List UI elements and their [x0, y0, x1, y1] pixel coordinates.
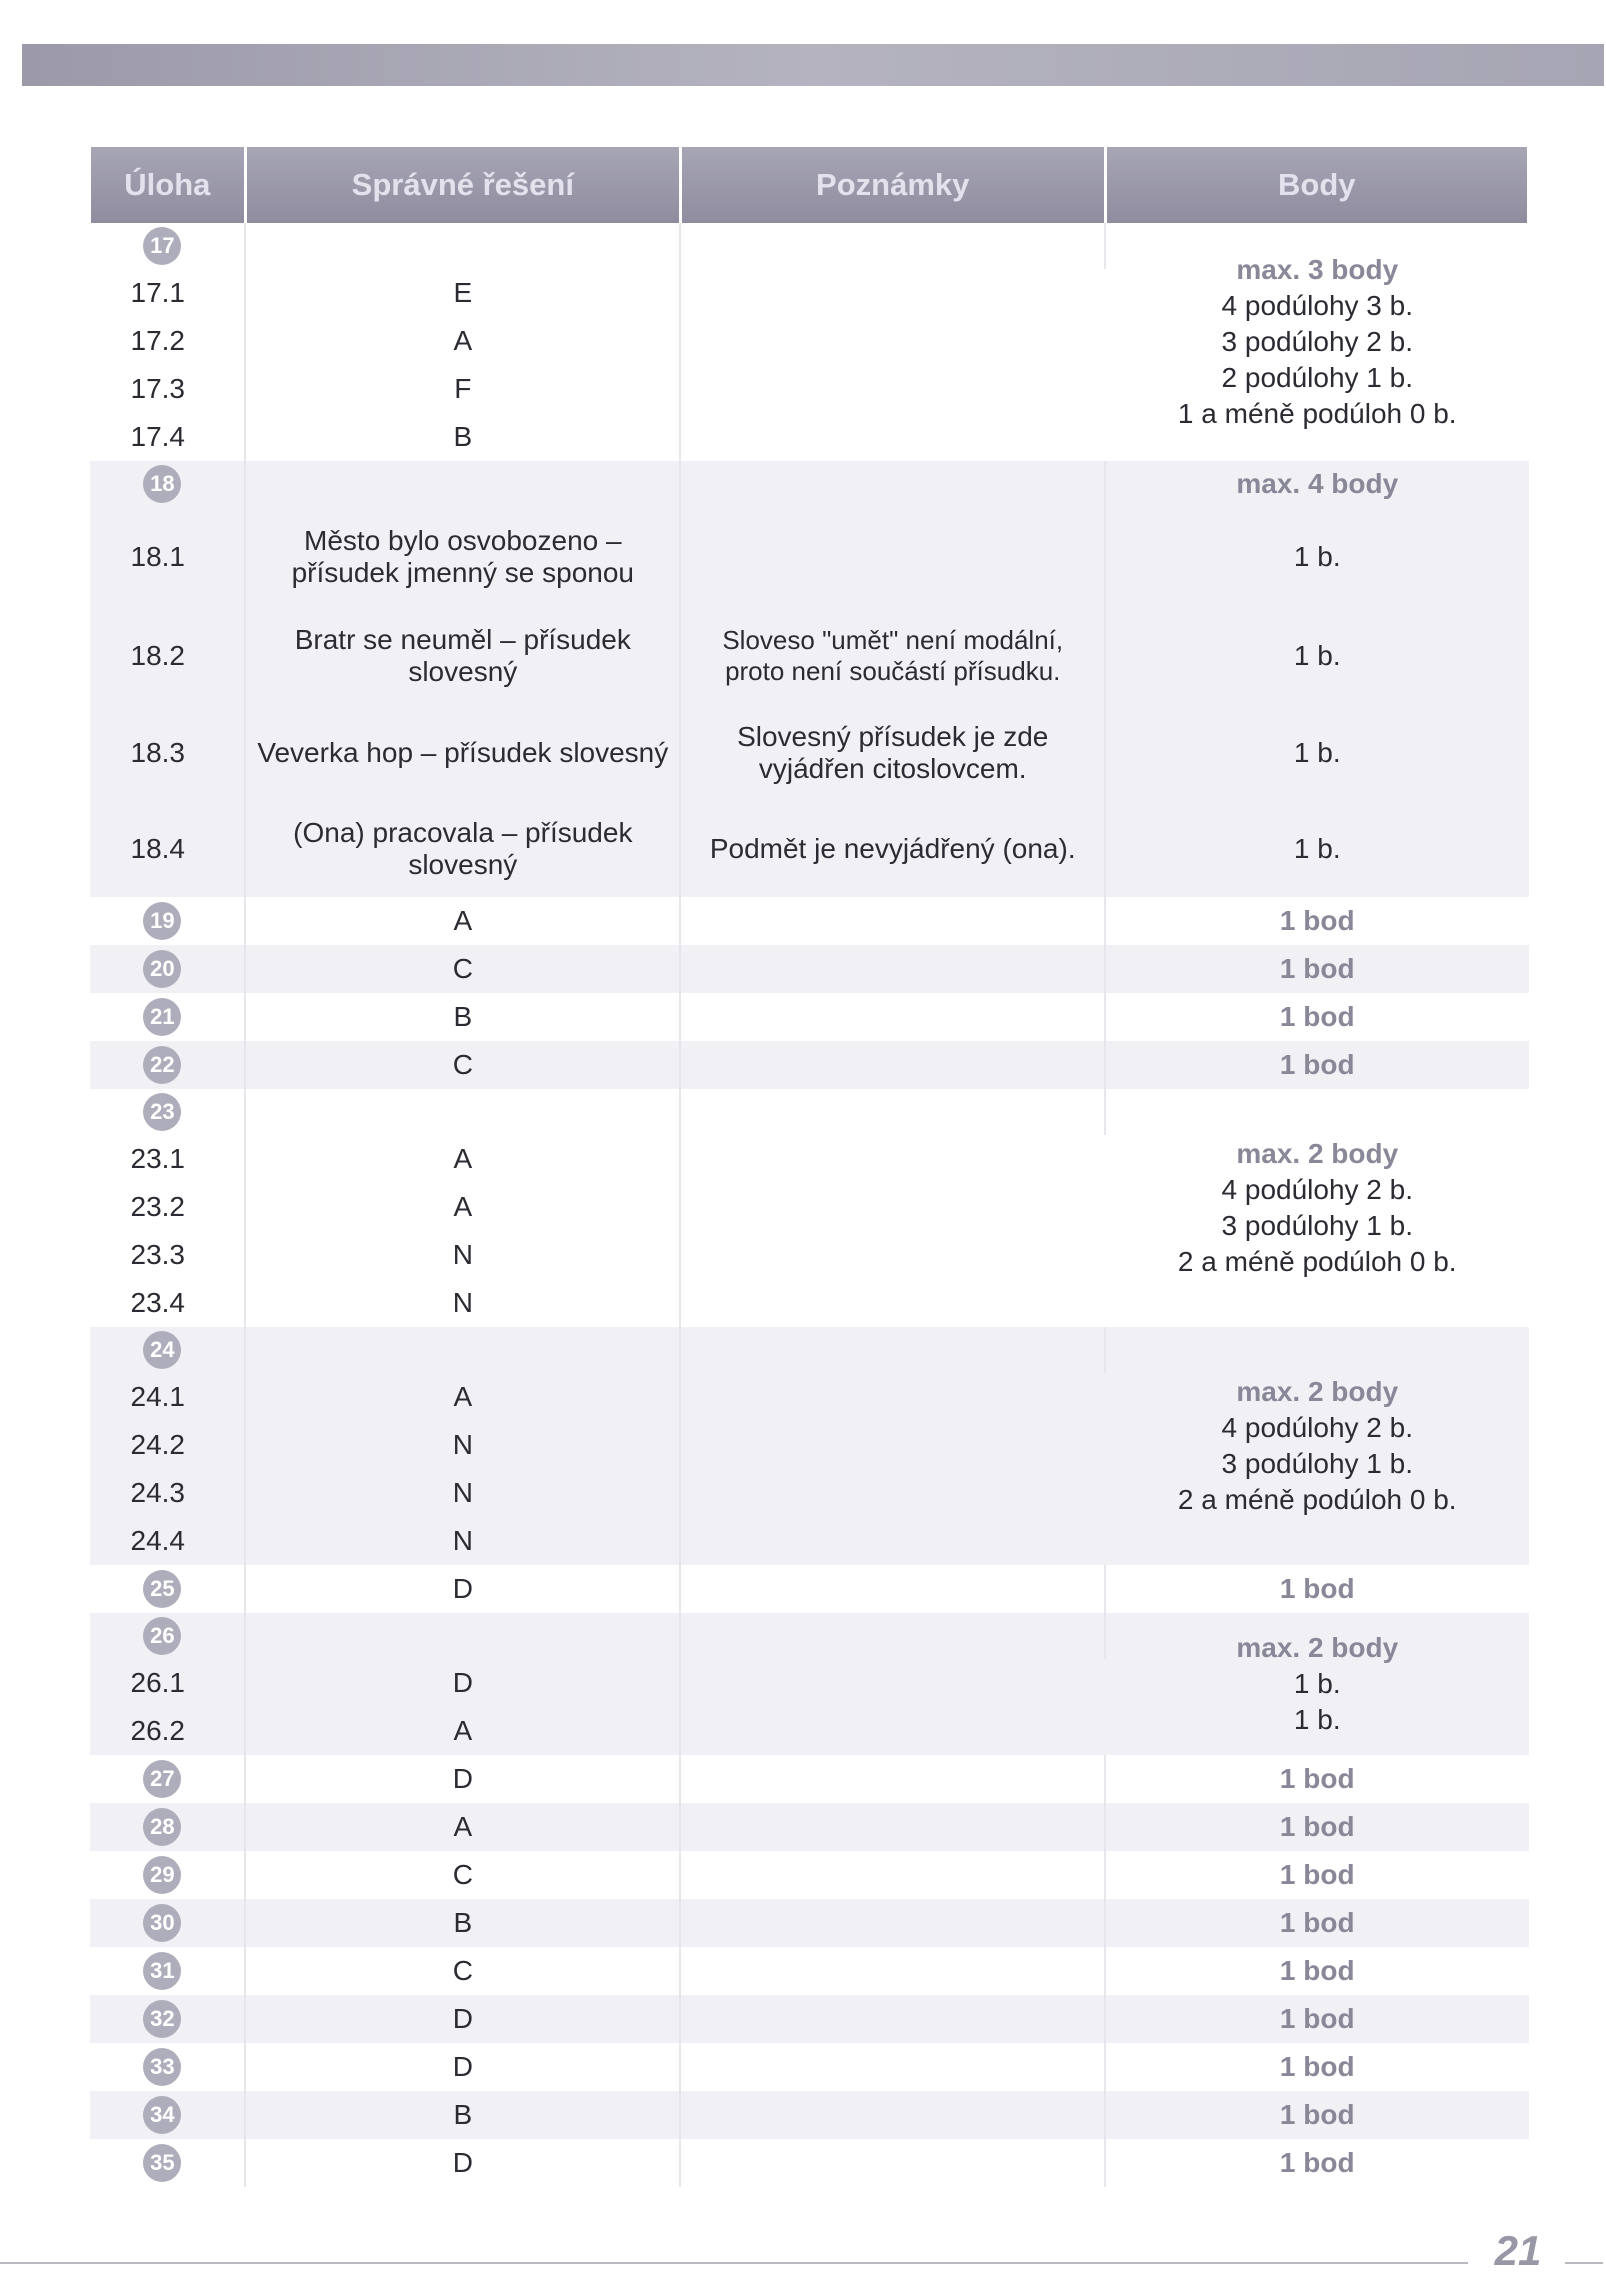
answer: (Ona) pracovala – přísudek slovesný	[245, 801, 680, 897]
points-rule: 1 a méně podúloh 0 b.	[1177, 398, 1457, 429]
answer: Veverka hop – přísudek slovesný	[245, 705, 680, 801]
task-row-21	[90, 993, 1529, 1041]
points: 1 bod	[1105, 1995, 1528, 2043]
subtask-number: 18.3	[90, 705, 246, 801]
points-rule: 2 podúlohy 1 b.	[1221, 362, 1414, 393]
task-number-badge: 31	[143, 1952, 181, 1990]
points: 1 b.	[1105, 801, 1528, 897]
subtask-number: 23.4	[90, 1279, 246, 1327]
answer: A	[245, 1803, 680, 1851]
answer: Město bylo osvobozeno – přísudek jmenný se sponou	[245, 507, 680, 607]
task-number-badge: 22	[143, 1046, 181, 1084]
subtask-number: 23.3	[90, 1231, 246, 1279]
points-rule: 4 podúlohy 2 b.	[1221, 1174, 1414, 1205]
task-row-30	[90, 1899, 1529, 1947]
answer: N	[245, 1517, 680, 1565]
answer: D	[245, 1565, 680, 1613]
task-number-badge: 25	[143, 1570, 181, 1608]
subtask-number: 24.2	[90, 1421, 246, 1469]
task-number-badge: 33	[143, 2048, 181, 2086]
answer: Bratr se neuměl – přísudek slovesný	[245, 607, 680, 705]
points: 1 bod	[1105, 1803, 1528, 1851]
header-points: Body	[1105, 147, 1528, 223]
task-row-26	[90, 1613, 1529, 1659]
header-solution: Správné řešení	[245, 147, 680, 223]
task-row-31	[90, 1947, 1529, 1995]
task-number-badge: 28	[143, 1808, 181, 1846]
answer: B	[245, 993, 680, 1041]
task-row-23	[90, 1089, 1529, 1135]
points-rule: 1 b.	[1293, 1668, 1341, 1699]
answer-key-table	[88, 147, 1530, 2187]
subtask-row	[90, 507, 1529, 607]
answer: F	[245, 365, 680, 413]
task-row-34	[90, 2091, 1529, 2139]
answer: C	[245, 1947, 680, 1995]
task-row-22	[90, 1041, 1529, 1089]
points: 1 b.	[1105, 507, 1528, 607]
answer: A	[245, 1183, 680, 1231]
subtask-number: 17.3	[90, 365, 246, 413]
task-number-badge: 19	[143, 902, 181, 940]
points-max: max. 2 body	[1236, 1632, 1399, 1663]
subtask-number: 26.1	[90, 1659, 246, 1707]
answer: N	[245, 1469, 680, 1517]
note: Slovesný přísudek je zde vyjádřen citoslovcem.	[680, 705, 1105, 801]
subtask-number: 24.4	[90, 1517, 246, 1565]
points: 1 bod	[1279, 1859, 1355, 1890]
points-cell-26	[1105, 1613, 1528, 1755]
header-notes: Poznámky	[680, 147, 1105, 223]
task-number-badge: 24	[143, 1331, 181, 1369]
points-max: max. 3 body	[1236, 254, 1399, 285]
subtask-number: 18.4	[90, 801, 246, 897]
points: 1 b.	[1105, 607, 1528, 705]
answer: B	[245, 1899, 680, 1947]
subtask-number: 17.2	[90, 317, 246, 365]
task-number-badge: 32	[143, 2000, 181, 2038]
task-number-badge: 35	[143, 2144, 181, 2182]
points-max: max. 2 body	[1236, 1376, 1399, 1407]
task-row-18	[90, 461, 1529, 507]
answer: B	[245, 2091, 680, 2139]
page-number: 21	[1494, 2227, 1542, 2274]
answer: A	[245, 1135, 680, 1183]
answer: B	[245, 413, 680, 461]
task-number-badge: 27	[143, 1760, 181, 1798]
points: 1 bod	[1279, 1001, 1355, 1032]
answer: C	[245, 945, 680, 993]
task-number-badge: 17	[143, 227, 181, 265]
points-rule: 1 b.	[1293, 1704, 1341, 1735]
points: 1 b.	[1105, 705, 1528, 801]
subtask-number: 23.2	[90, 1183, 246, 1231]
task-row-32	[90, 1995, 1529, 2043]
points-cell-23	[1105, 1089, 1528, 1327]
task-number-badge: 30	[143, 1904, 181, 1942]
footer-rule	[0, 2262, 1468, 2264]
task-row-35	[90, 2139, 1529, 2187]
note: Podmět je nevyjádřený (ona).	[680, 801, 1105, 897]
answer: C	[245, 1041, 680, 1089]
points-rule: 4 podúlohy 2 b.	[1221, 1412, 1414, 1443]
points-rule: 4 podúlohy 3 b.	[1221, 290, 1414, 321]
points: 1 bod	[1279, 1763, 1355, 1794]
answer: N	[245, 1231, 680, 1279]
points: 1 bod	[1105, 1041, 1528, 1089]
points: 1 bod	[1279, 2051, 1355, 2082]
points-rule: 3 podúlohy 1 b.	[1221, 1210, 1414, 1241]
answer: A	[245, 897, 680, 945]
table-header-row	[90, 147, 1529, 223]
task-row-19	[90, 897, 1529, 945]
answer: A	[245, 1373, 680, 1421]
points: 1 bod	[1105, 1899, 1528, 1947]
points-rule: 3 podúlohy 2 b.	[1221, 326, 1414, 357]
subtask-row	[90, 607, 1529, 705]
subtask-number: 18.1	[90, 507, 246, 607]
top-decorative-band	[22, 44, 1604, 86]
task-number-badge: 23	[143, 1093, 181, 1131]
task-row-25	[90, 1565, 1529, 1613]
answer: D	[245, 2139, 680, 2187]
answer: D	[245, 2043, 680, 2091]
answer: A	[245, 1707, 680, 1755]
task-row-24	[90, 1327, 1529, 1373]
points-max: max. 2 body	[1236, 1138, 1399, 1169]
task-number-badge: 26	[143, 1617, 181, 1655]
points: 1 bod	[1279, 2147, 1355, 2178]
points-rule: 2 a méně podúloh 0 b.	[1177, 1484, 1457, 1515]
task-row-20	[90, 945, 1529, 993]
task-number-badge: 29	[143, 1856, 181, 1894]
subtask-row	[90, 705, 1529, 801]
answer: C	[245, 1851, 680, 1899]
subtask-number: 18.2	[90, 607, 246, 705]
points: 1 bod	[1279, 905, 1355, 936]
answer: D	[245, 1995, 680, 2043]
subtask-number: 24.3	[90, 1469, 246, 1517]
points: 1 bod	[1279, 1573, 1355, 1604]
answer: D	[245, 1659, 680, 1707]
note	[680, 507, 1105, 607]
task-row-29	[90, 1851, 1529, 1899]
subtask-number: 17.4	[90, 413, 246, 461]
points-rule: 3 podúlohy 1 b.	[1221, 1448, 1414, 1479]
answer: N	[245, 1421, 680, 1469]
task-number-badge: 21	[143, 998, 181, 1036]
task-row-27	[90, 1755, 1529, 1803]
points-rule: 2 a méně podúloh 0 b.	[1177, 1246, 1457, 1277]
header-task: Úloha	[90, 147, 246, 223]
points-cell-24	[1105, 1327, 1528, 1565]
points: 1 bod	[1279, 1955, 1355, 1986]
answer: D	[245, 1755, 680, 1803]
answer: A	[245, 317, 680, 365]
note: Sloveso "umět" není modální, proto není součástí přísudku.	[680, 607, 1105, 705]
subtask-number: 24.1	[90, 1373, 246, 1421]
task-number-badge: 20	[143, 950, 181, 988]
task-row-17	[90, 223, 1529, 269]
answer: E	[245, 269, 680, 317]
subtask-number: 23.1	[90, 1135, 246, 1183]
subtask-number: 17.1	[90, 269, 246, 317]
task-number-badge: 18	[143, 465, 181, 503]
subtask-row	[90, 801, 1529, 897]
task-number-badge: 34	[143, 2096, 181, 2134]
points: 1 bod	[1105, 945, 1528, 993]
points-max: max. 4 body	[1105, 461, 1528, 507]
task-row-28	[90, 1803, 1529, 1851]
points: 1 bod	[1105, 2091, 1528, 2139]
footer-rule-right	[1565, 2262, 1603, 2264]
task-row-33	[90, 2043, 1529, 2091]
answer: N	[245, 1279, 680, 1327]
subtask-number: 26.2	[90, 1707, 246, 1755]
points-cell-17	[1105, 223, 1528, 461]
